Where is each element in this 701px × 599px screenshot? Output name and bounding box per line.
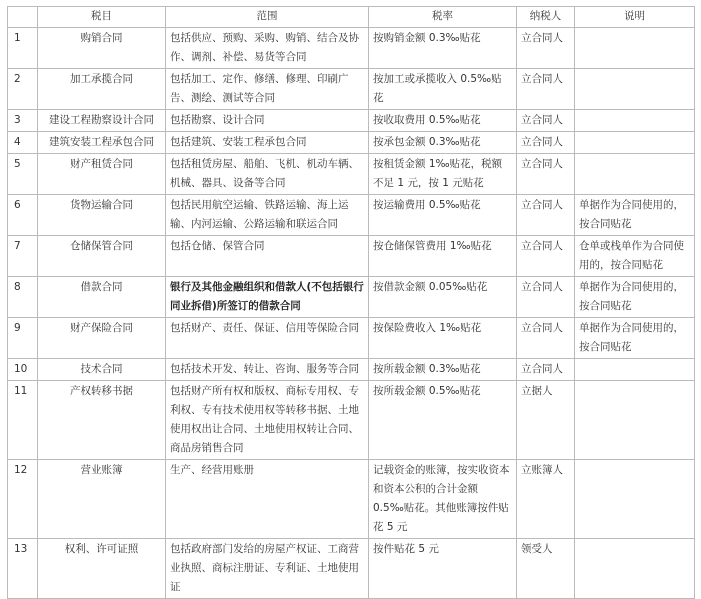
rate-cell: 按借款金额 0.05‰贴花 [369,277,517,318]
rate-cell: 按所载金额 0.5‰贴花 [369,381,517,460]
taxpayer-cell: 立合同人 [517,154,575,195]
table-row [8,132,695,154]
table-row [8,69,695,110]
note-cell [575,460,695,539]
table-row [8,28,695,69]
note-cell [575,132,695,154]
rate-cell: 按件贴花 5 元 [369,539,517,599]
table-row [8,381,695,460]
tax-item: 财产保险合同 [38,318,166,359]
tax-item: 建筑安装工程承包合同 [38,132,166,154]
taxpayer-cell: 立合同人 [517,69,575,110]
row-number: 1 [8,28,38,69]
taxpayer-cell: 立合同人 [517,28,575,69]
taxpayer-cell: 立合同人 [517,195,575,236]
note-cell [575,69,695,110]
row-number: 4 [8,132,38,154]
taxpayer-cell: 领受人 [517,539,575,599]
tax-item: 购销合同 [38,28,166,69]
note-cell: 单据作为合同使用的，按合同贴花 [575,195,695,236]
note-cell: 仓单或栈单作为合同使用的，按合同贴花 [575,236,695,277]
tax-item: 借款合同 [38,277,166,318]
rate-cell: 按租赁金额 1‰贴花，税额不足 1 元，按 1 元贴花 [369,154,517,195]
rate-cell: 按加工或承揽收入 0.5‰贴花 [369,69,517,110]
row-number: 9 [8,318,38,359]
table-row [8,110,695,132]
scope-cell: 包括技术开发、转让、咨询、服务等合同 [166,359,369,381]
row-number: 10 [8,359,38,381]
rate-cell: 按收取费用 0.5‰贴花 [369,110,517,132]
rate-cell: 按保险费收入 1‰贴花 [369,318,517,359]
scope-cell: 包括勘察、设计合同 [166,110,369,132]
taxpayer-cell: 立合同人 [517,359,575,381]
tax-item: 营业账簿 [38,460,166,539]
rate-cell: 记载资金的账簿，按实收资本和资本公积的合计金额 0.5‰贴花。其他账簿按件贴花 5 元 [369,460,517,539]
tax-item: 权利、许可证照 [38,539,166,599]
tax-item: 加工承揽合同 [38,69,166,110]
table-row [8,195,695,236]
taxpayer-cell: 立合同人 [517,277,575,318]
taxpayer-cell: 立合同人 [517,236,575,277]
table-row [8,539,695,599]
note-cell [575,28,695,69]
header-taxpayer: 纳税人 [517,7,575,28]
tax-item: 仓储保管合同 [38,236,166,277]
taxpayer-cell: 立合同人 [517,318,575,359]
table-row [8,318,695,359]
row-number: 11 [8,381,38,460]
table-row [8,460,695,539]
scope-cell: 包括加工、定作、修缮、修理、印刷广告、测绘、测试等合同 [166,69,369,110]
note-cell: 单据作为合同使用的，按合同贴花 [575,318,695,359]
scope-cell: 包括供应、预购、采购、购销、结合及协作、调剂、补偿、易货等合同 [166,28,369,69]
rate-cell: 按购销金额 0.3‰贴花 [369,28,517,69]
scope-cell: 包括财产、责任、保证、信用等保险合同 [166,318,369,359]
rate-cell: 按所载金额 0.3‰贴花 [369,359,517,381]
tax-item: 产权转移书据 [38,381,166,460]
rate-cell: 按承包金额 0.3‰贴花 [369,132,517,154]
row-number: 6 [8,195,38,236]
header-rate: 税率 [369,7,517,28]
header-scope: 范围 [166,7,369,28]
scope-cell: 包括政府部门发给的房屋产权证、工商营业执照、商标注册证、专利证、土地使用证 [166,539,369,599]
note-cell: 单据作为合同使用的，按合同贴花 [575,277,695,318]
rate-cell: 按仓储保管费用 1‰贴花 [369,236,517,277]
taxpayer-cell: 立账簿人 [517,460,575,539]
tax-item: 建设工程勘察设计合同 [38,110,166,132]
row-number: 2 [8,69,38,110]
tax-item: 财产租赁合同 [38,154,166,195]
scope-cell: 包括仓储、保管合同 [166,236,369,277]
note-cell [575,154,695,195]
table-row [8,236,695,277]
note-cell [575,110,695,132]
row-number: 12 [8,460,38,539]
table-row [8,277,695,318]
scope-cell: 包括建筑、安装工程承包合同 [166,132,369,154]
header-row [8,7,695,28]
tax-item: 技术合同 [38,359,166,381]
header-item: 税目 [38,7,166,28]
row-number: 13 [8,539,38,599]
scope-cell: 包括民用航空运输、铁路运输、海上运输、内河运输、公路运输和联运合同 [166,195,369,236]
scope-cell: 包括租赁房屋、船舶、飞机、机动车辆、机械、器具、设备等合同 [166,154,369,195]
rate-cell: 按运输费用 0.5‰贴花 [369,195,517,236]
row-number: 7 [8,236,38,277]
scope-cell: 生产、经营用账册 [166,460,369,539]
stamp-tax-table [7,6,695,599]
table-row [8,154,695,195]
taxpayer-cell: 立合同人 [517,110,575,132]
header-no [8,7,38,28]
note-cell [575,539,695,599]
row-number: 5 [8,154,38,195]
scope-cell: 包括财产所有权和版权、商标专用权、专利权、专有技术使用权等转移书据、土地使用权出让合同、土地使用权转让合同、商品房销售合同 [166,381,369,460]
row-number: 3 [8,110,38,132]
tax-item: 货物运输合同 [38,195,166,236]
taxpayer-cell: 立据人 [517,381,575,460]
header-note: 说明 [575,7,695,28]
table-row [8,359,695,381]
note-cell [575,381,695,460]
taxpayer-cell: 立合同人 [517,132,575,154]
scope-cell: 银行及其他金融组织和借款人(不包括银行同业拆借)所签订的借款合同 [166,277,369,318]
row-number: 8 [8,277,38,318]
note-cell [575,359,695,381]
